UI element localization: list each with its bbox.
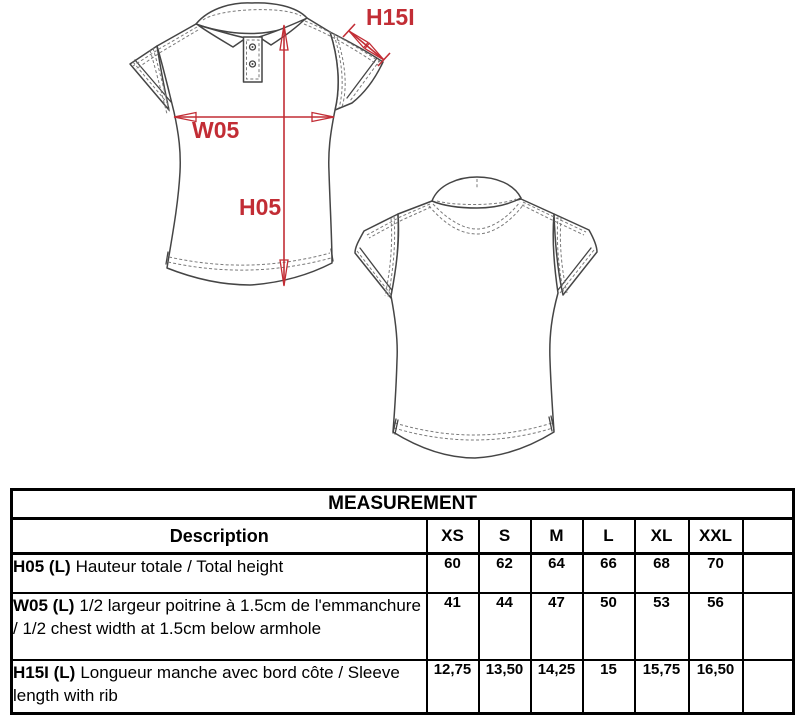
h15i-label: H15I [366,4,415,30]
value-cell-empty [743,660,794,714]
measure-code: H15I (L) [13,662,76,682]
column-header-description: Description [12,519,427,554]
value-cell: 64 [531,554,583,593]
column-header-xxl: XXL [689,519,743,554]
value-cell: 70 [689,554,743,593]
value-cell-empty [743,593,794,660]
back-view-polo [355,177,597,458]
value-cell: 56 [689,593,743,660]
w05-label: W05 [192,117,240,143]
value-cell: 53 [635,593,689,660]
column-header-xs: XS [427,519,479,554]
measure-description: 1/2 largeur poitrine à 1.5cm de l'emmanchure / 1/2 chest width at 1.5cm below armhole [13,595,421,638]
value-cell: 47 [531,593,583,660]
value-cell: 41 [427,593,479,660]
value-cell: 44 [479,593,531,660]
column-header-xl: XL [635,519,689,554]
value-cell: 16,50 [689,660,743,714]
table-title-row [12,490,794,519]
h05-label: H05 [239,194,282,220]
column-header-s: S [479,519,531,554]
table-header-row [12,519,794,554]
value-cell: 50 [583,593,635,660]
table-row-w05 [12,593,794,660]
measure-description: Longueur manche avec bord côte / Sleeve length with rib [13,662,400,705]
value-cell: 62 [479,554,531,593]
table-title: MEASUREMENT [12,490,794,519]
value-cell: 13,50 [479,660,531,714]
value-cell: 60 [427,554,479,593]
table-row-h05 [12,554,794,593]
description-cell [12,554,427,593]
value-cell: 12,75 [427,660,479,714]
description-cell [12,593,427,660]
measure-code: H05 (L) [13,557,71,576]
column-header-l: L [583,519,635,554]
value-cell: 68 [635,554,689,593]
value-cell-empty [743,554,794,593]
value-cell: 14,25 [531,660,583,714]
value-cell: 66 [583,554,635,593]
measurement-table [10,488,795,715]
description-cell [12,660,427,714]
value-cell: 15 [583,660,635,714]
table-row-h15i [12,660,794,714]
value-cell: 15,75 [635,660,689,714]
front-view-polo [130,3,383,285]
measure-code: W05 (L) [13,595,75,615]
measure-description: Hauteur totale / Total height [75,557,284,576]
column-header-empty [743,519,794,554]
column-header-m: M [531,519,583,554]
